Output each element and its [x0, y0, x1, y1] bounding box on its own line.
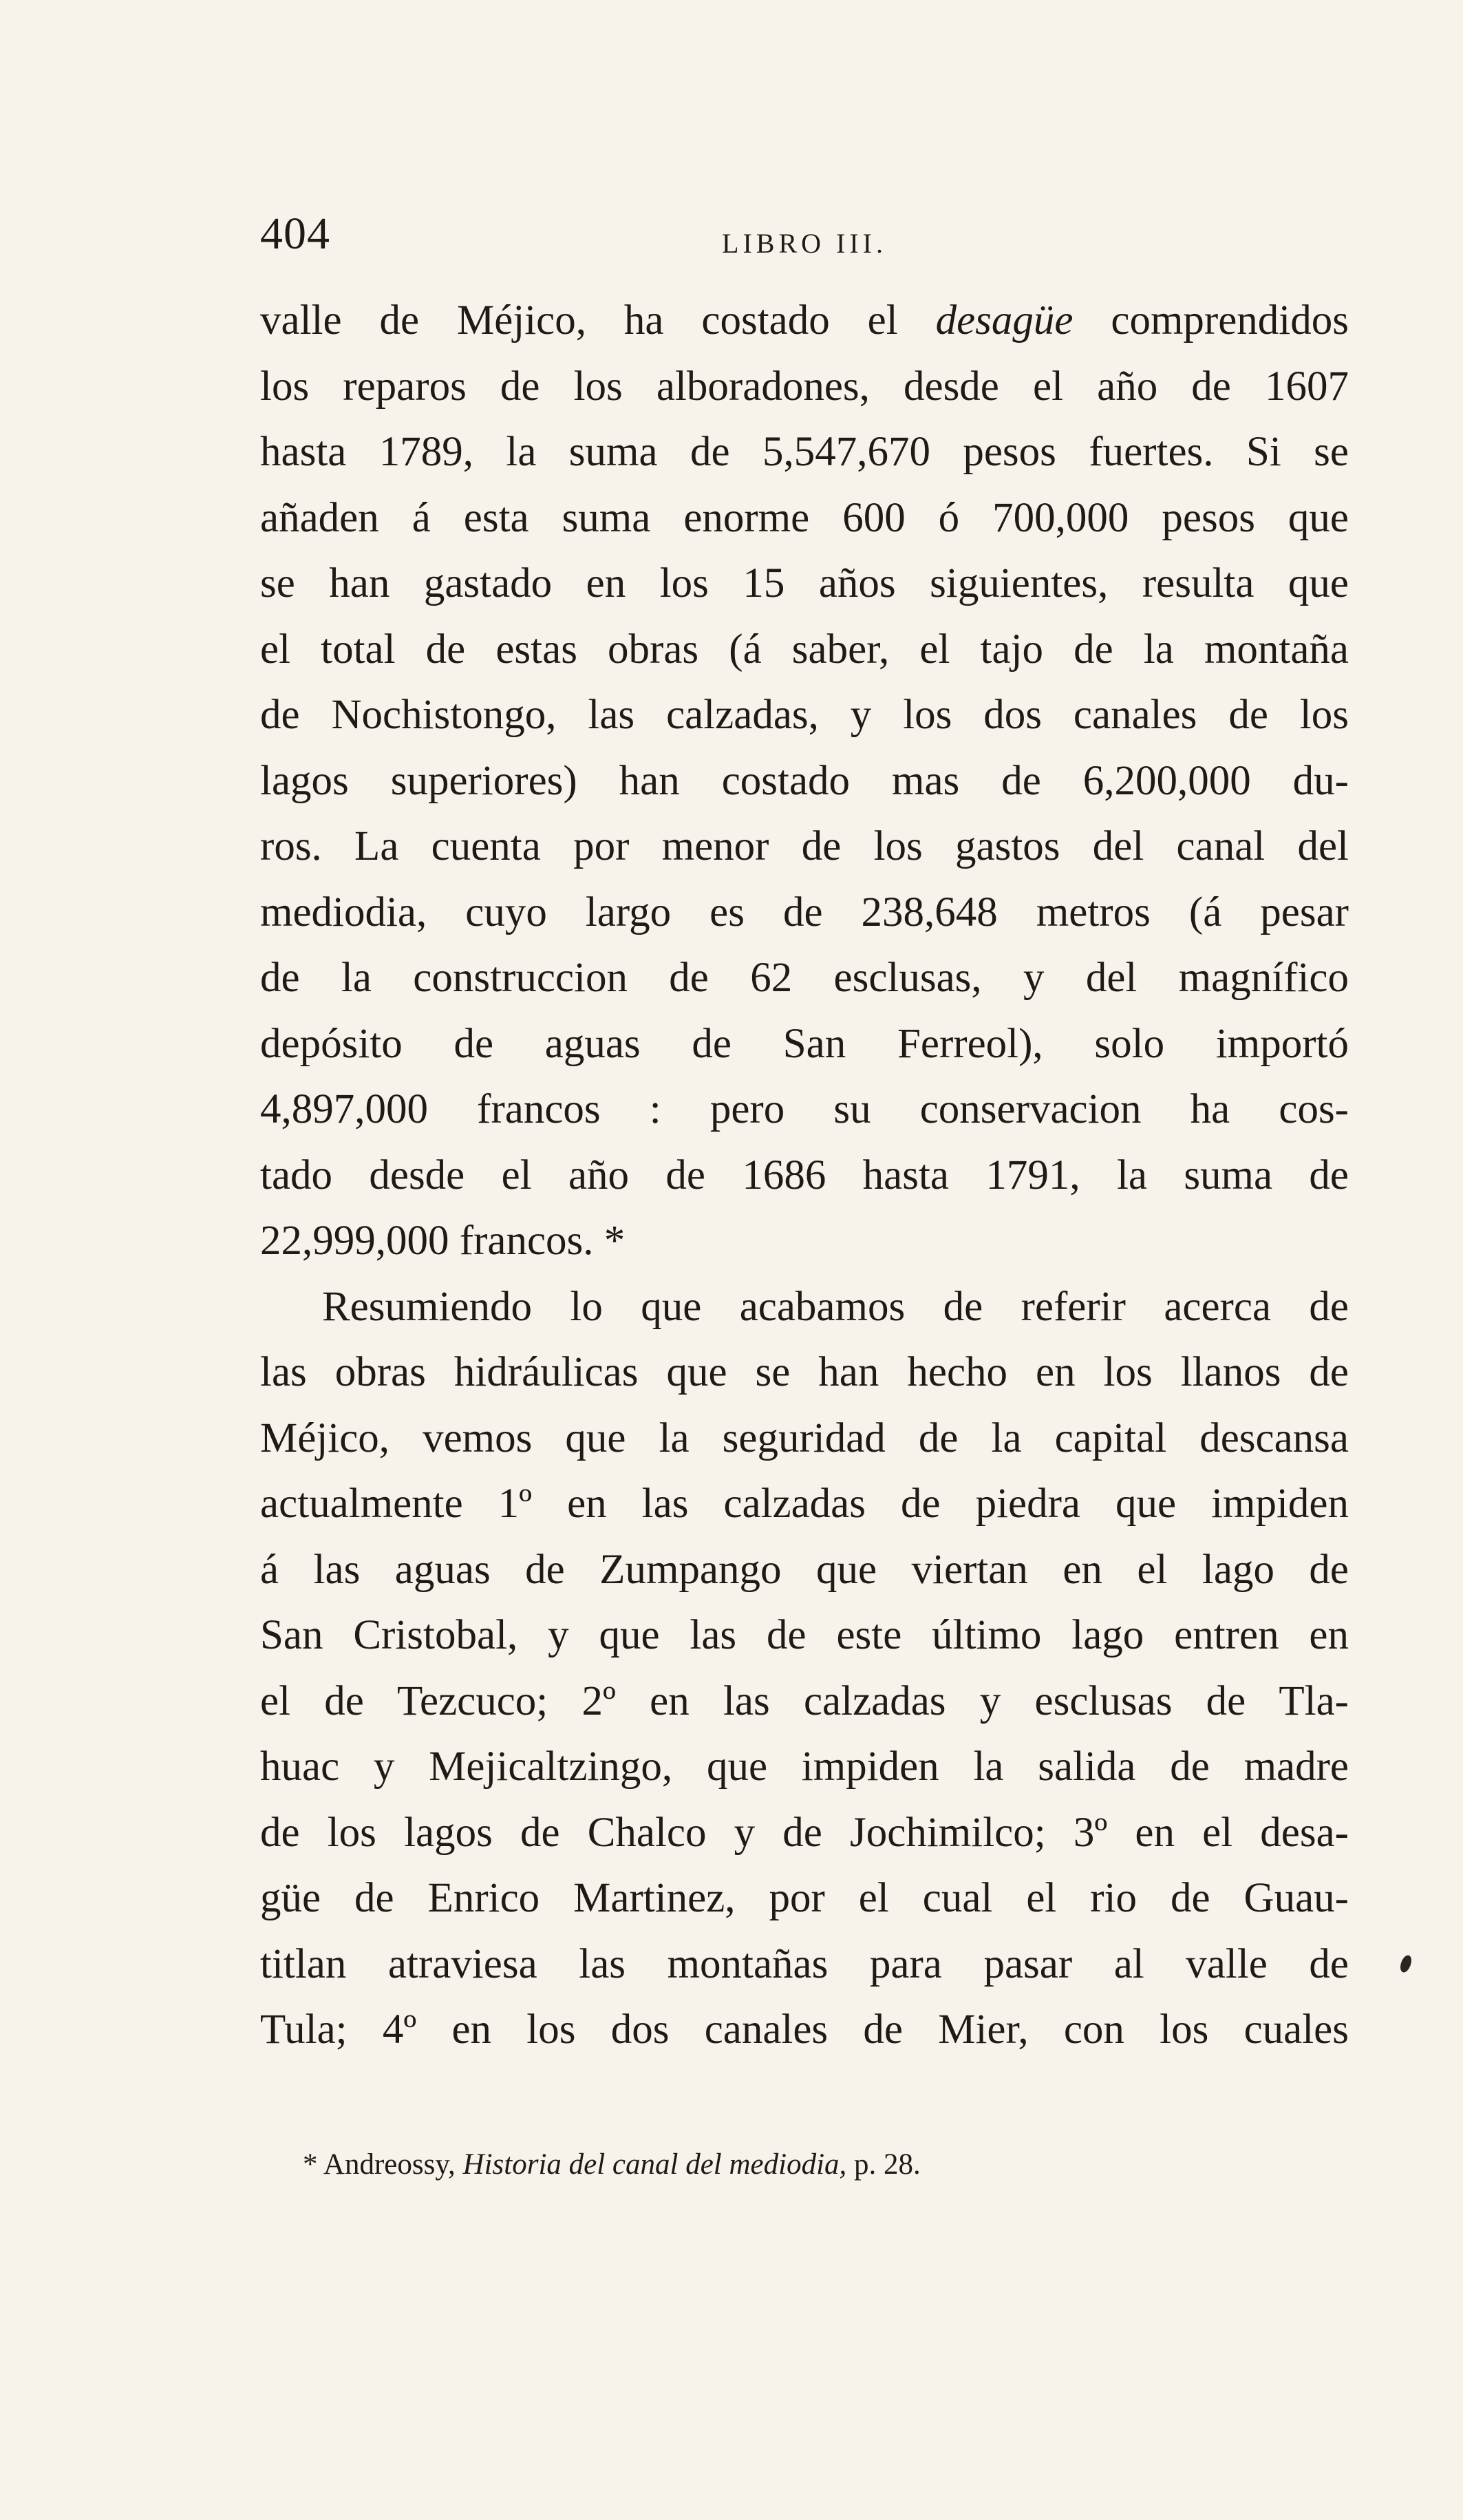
- page-number: 404: [260, 209, 330, 259]
- text-line: 22,999,000 francos. *: [260, 1218, 626, 1264]
- text-line: los reparos de los alboradones, desde el año de 1607: [260, 363, 1349, 410]
- text-line: las obras hidráulicas que se han hecho en los llanos de: [260, 1349, 1349, 1395]
- footnote: [303, 2144, 1335, 2185]
- text-line: valle de Méjico, ha costado el desagüe comprendidos: [260, 297, 1349, 343]
- text-line: titlan atraviesa las montañas para pasar al valle de: [260, 1940, 1349, 1987]
- text-line: de los lagos de Chalco y de Jochimilco; 3º en el desa-: [260, 1809, 1349, 1856]
- text-line: actualmente 1º en las calzadas de piedra que impiden: [260, 1481, 1349, 1527]
- text-line: lagos superiores) han costado mas de 6,200,000 du-: [260, 757, 1349, 804]
- running-head: LIBRO III.: [722, 228, 887, 259]
- italic-term: desagüe: [935, 297, 1074, 343]
- text-line: añaden á esta suma enorme 600 ó 700,000 pesos que: [260, 494, 1349, 541]
- footnote-page: p. 28.: [854, 2148, 921, 2181]
- text-line: de Nochistongo, las calzadas, y los dos canales de los: [260, 692, 1349, 738]
- text-line: depósito de aguas de San Ferreol), solo importó: [260, 1020, 1349, 1067]
- text-line: de la construccion de 62 esclusas, y del magnífico: [260, 955, 1349, 1001]
- text-line: Tula; 4º en los dos canales de Mier, con los cuales: [260, 2007, 1349, 2053]
- text-line: huac y Mejicaltzingo, que impiden la salida de madre: [260, 1744, 1349, 1790]
- text-line: ros. La cuenta por menor de los gastos del canal del: [260, 823, 1349, 869]
- text-line: güe de Enrico Martinez, por el cual el rio de Guau-: [260, 1875, 1349, 1921]
- text-line: tado desde el año de 1686 hasta 1791, la suma de: [260, 1152, 1349, 1198]
- footnote-marker: *: [303, 2148, 318, 2181]
- text-line: San Cristobal, y que las de este último lago entren en: [260, 1612, 1349, 1658]
- body-text: [260, 288, 1349, 2063]
- text-line: el de Tezcuco; 2º en las calzadas y esclusas de Tla-: [260, 1677, 1349, 1724]
- footnote-author: Andreossy,: [323, 2148, 456, 2181]
- paragraph-start-line: Resumiendo lo que acabamos de referir acerca de: [322, 1283, 1349, 1330]
- text-line: 4,897,000 francos : pero su conservacion ha cos-: [260, 1086, 1349, 1132]
- text-line: mediodia, cuyo largo es de 238,648 metros (á pesar: [260, 889, 1349, 935]
- text-line: á las aguas de Zumpango que viertan en el lago de: [260, 1546, 1349, 1593]
- page-header: [260, 200, 1349, 268]
- text-line: el total de estas obras (á saber, el tajo de la montaña: [260, 626, 1349, 673]
- text-line: Méjico, vemos que la seguridad de la capital descansa: [260, 1415, 1349, 1461]
- footnote-title: Historia del canal del mediodia,: [462, 2148, 847, 2181]
- text-line: se han gastado en los 15 años siguientes, resulta que: [260, 560, 1349, 606]
- text-line: hasta 1789, la suma de 5,547,670 pesos fuertes. Si se: [260, 429, 1349, 475]
- margin-ink-mark: [1398, 1953, 1413, 1973]
